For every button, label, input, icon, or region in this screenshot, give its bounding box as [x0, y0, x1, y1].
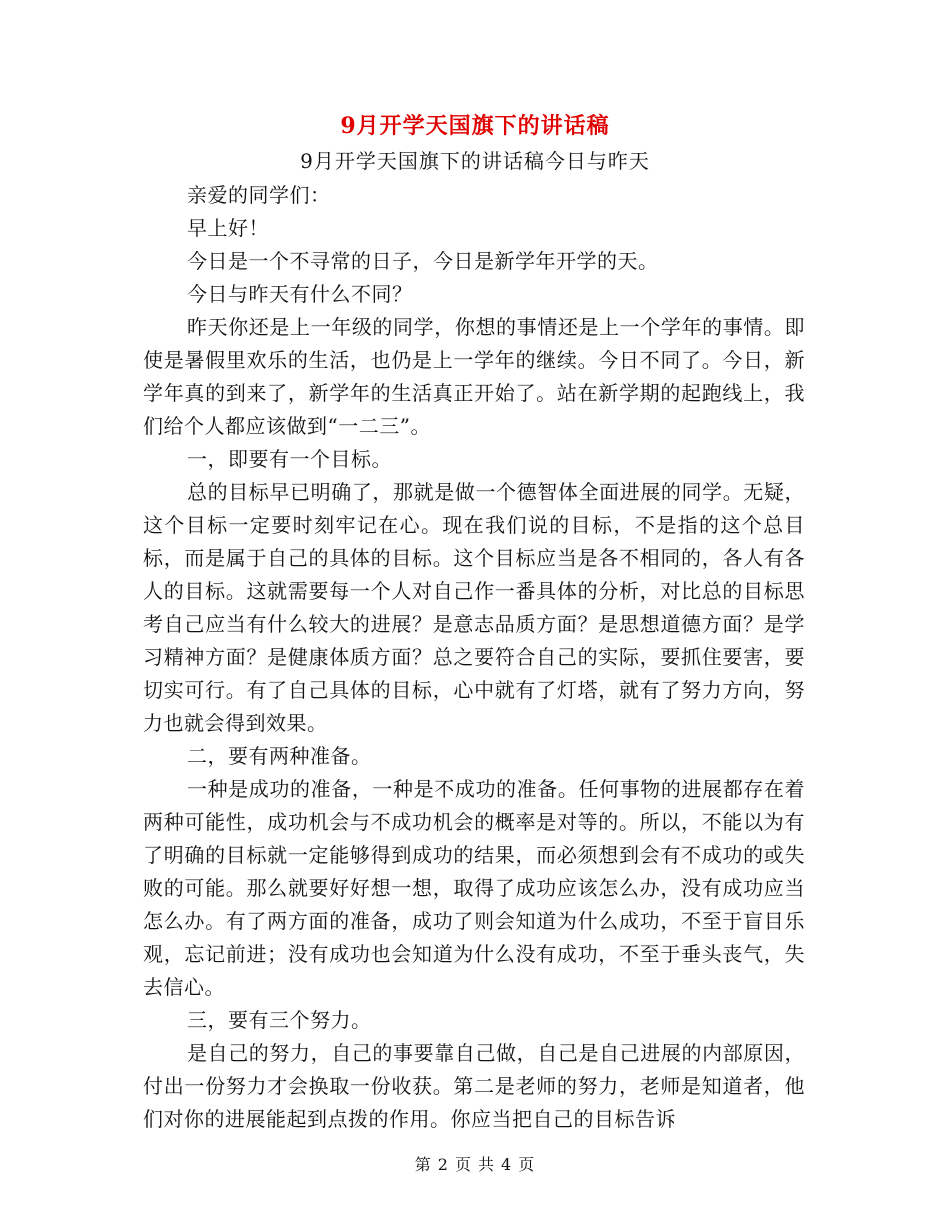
- page-footer: [0, 1152, 950, 1175]
- page-current: 2: [437, 1155, 449, 1174]
- page-label-prefix: 第: [414, 1155, 432, 1174]
- paragraph: 总的目标早已明确了，那就是做一个德智体全面进展的同学。无疑，这个目标一定要时刻牢记在心。现在我们说的目标，不是指的这个总目标，而是属于自己的具体的目标。这个目标应当是各不相同的，各人有各人的目标。这就需要每一个人对自己作一番具体的分析，对比总的目标思考自己应当有什么较大的进展？是意志品质方面？是思想道德方面？是学习精神方面？是健康体质方面？总之要符合自己的实际，要抓住要害，要切实可行。有了自己具体的目标，心中就有了灯塔，就有了努力方向，努力也就会得到效果。: [143, 480, 805, 735]
- section-heading-3: 三，要有三个努力。: [187, 1008, 372, 1032]
- paragraph: 昨天你还是上一年级的同学，你想的事情还是上一个学年的事情。即使是暑假里欢乐的生活，也仍是上一学年的继续。今日不同了。今日，新学年真的到来了，新学年的生活真正开始了。站在新学期的起跑线上，我们给个人都应该做到“一二三”。: [143, 315, 805, 438]
- page-total-prefix: 共: [478, 1155, 496, 1174]
- paragraph-greeting: 亲爱的同学们：: [187, 183, 331, 207]
- document-title: 9月开学天国旗下的讲话稿: [340, 113, 610, 139]
- paragraph-good-morning: 早上好！: [187, 216, 269, 240]
- section-heading-2: 二，要有两种准备。: [187, 744, 372, 768]
- paragraph: 是自己的努力，自己的事要靠自己做，自己是自己进展的内部原因，付出一份努力才会换取一份收获。第二是老师的努力，老师是知道者，他们对你的进展能起到点拨的作用。你应当把自己的目标告诉: [143, 1041, 805, 1131]
- document-body: [143, 179, 805, 1136]
- section-heading-1: 一，即要有一个目标。: [187, 447, 392, 471]
- document-subtitle: 9月开学天国旗下的讲话稿今日与昨天: [300, 149, 650, 173]
- page-total: 4: [501, 1155, 513, 1174]
- paragraph: 一种是成功的准备，一种是不成功的准备。任何事物的进展都存在着两种可能性，成功机会与不成功机会的概率是对等的。所以，不能以为有了明确的目标就一定能够得到成功的结果，而必须想到会有不成功的或失败的可能。那么就要好好想一想，取得了成功应该怎么办，没有成功应当怎么办。有了两方面的准备，成功了则会知道为什么成功，不至于盲目乐观，忘记前进；没有成功也会知道为什么没有成功，不至于垂头丧气，失去信心。: [143, 777, 805, 999]
- paragraph: 今日与昨天有什么不同？: [187, 282, 413, 306]
- page-label-suffix: 页: [518, 1155, 536, 1174]
- page-label-mid: 页: [454, 1155, 472, 1174]
- paragraph: 今日是一个不寻常的日子，今日是新学年开学的天。: [187, 249, 659, 273]
